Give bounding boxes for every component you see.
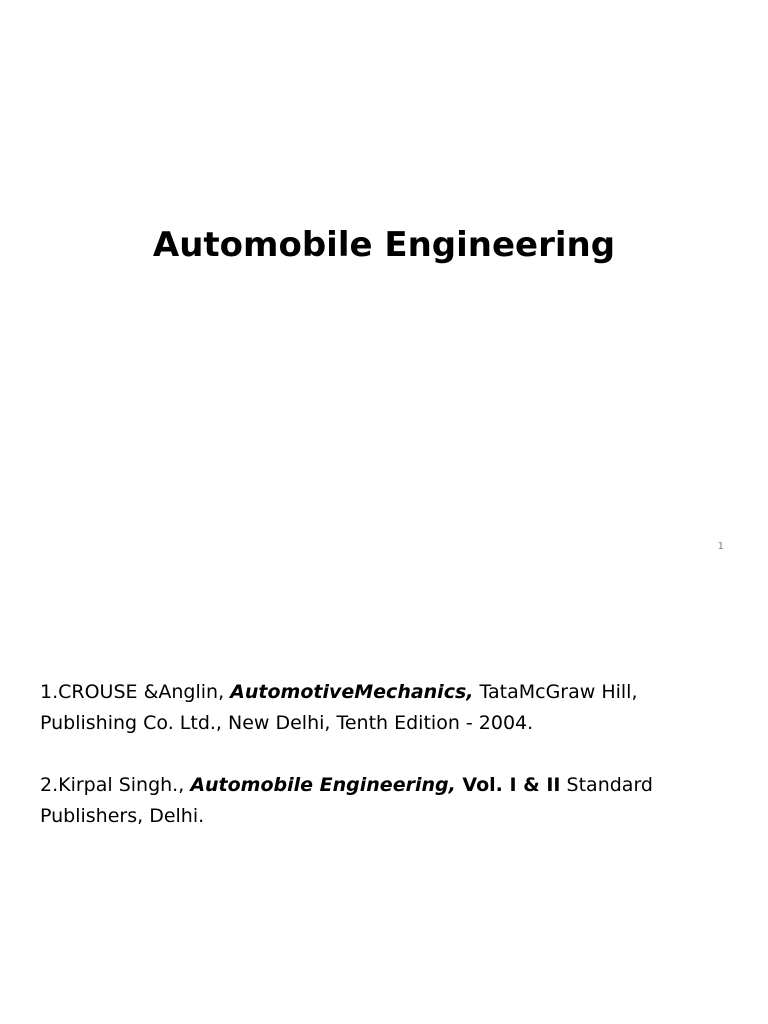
- reference-item-1: [40, 677, 740, 739]
- slide-title: Automobile Engineering: [152, 225, 616, 265]
- reference-authors: 2.Kirpal Singh.,: [40, 774, 191, 796]
- slide-page-number: 1: [717, 541, 724, 552]
- reference-authors: 1.CROUSE &Anglin,: [40, 681, 231, 703]
- reference-publisher-details: TataMcGraw Hill, Publishing Co. Ltd., New Delhi, Tenth Edition - 2004.: [40, 681, 638, 734]
- reference-book-title: AutomotiveMechanics,: [230, 681, 474, 703]
- reference-publisher-details: Standard Publishers, Delhi.: [40, 774, 653, 827]
- reference-volume: Vol. I & II: [455, 774, 561, 796]
- reference-book-title: Automobile Engineering,: [190, 774, 456, 796]
- reference-list: [40, 677, 740, 832]
- reference-item-2: [40, 770, 740, 832]
